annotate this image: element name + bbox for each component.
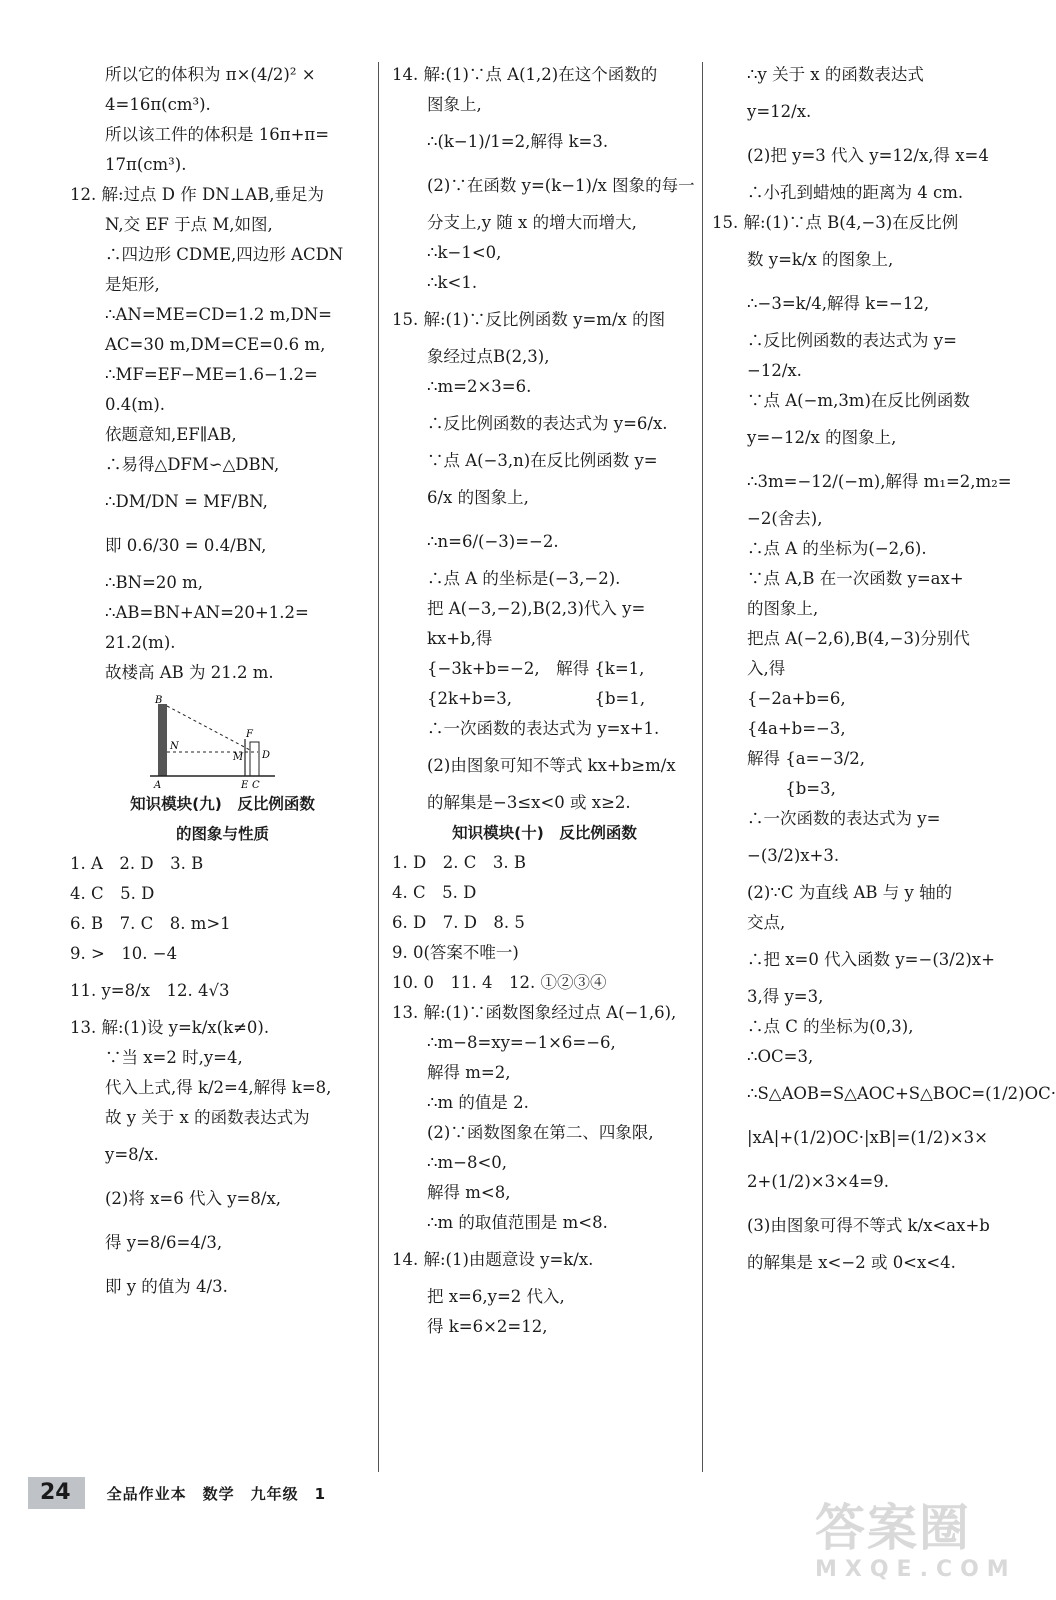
text-line: 把 A(−3,−2),B(2,3)代入 y= xyxy=(427,599,646,618)
text-line: ∴−3=k/4,解得 k=−12, xyxy=(747,294,930,313)
column-divider-right xyxy=(702,62,703,1472)
text-line: kx+b,得 xyxy=(427,629,493,648)
text-line: 即 0.6/30 = 0.4/BN, xyxy=(105,536,267,555)
text-line: −12/x. xyxy=(747,361,802,380)
text-line: ∴点 A 的坐标为(−2,6). xyxy=(747,539,927,558)
text-line: {−3k+b=−2, 解得 {k=1, xyxy=(427,659,645,678)
figure-label: A xyxy=(154,780,162,791)
answer-line: 9. 0(答案不唯一) xyxy=(392,943,519,962)
text-line: (2)把 y=3 代入 y=12/x,得 x=4 xyxy=(747,146,989,165)
text-line: ∴m 的值是 2. xyxy=(427,1093,529,1112)
answer-line: 9. > 10. −4 xyxy=(70,944,178,963)
answer-line: 4. C 5. D xyxy=(392,883,477,902)
text-line: ∴四边形 CDME,四边形 ACDN xyxy=(105,245,344,264)
text-line: ∴m−8<0, xyxy=(427,1153,508,1172)
section-heading-9: 知识模块(九) 反比例函数 xyxy=(130,795,315,813)
person-shape xyxy=(250,742,259,776)
answer-line: 1. D 2. C 3. B xyxy=(392,853,526,872)
text-line: ∴y 关于 x 的函数表达式 xyxy=(747,65,924,84)
answer-line: 10. 0 11. 4 12. ①②③④ xyxy=(392,973,607,992)
text-line: 是矩形, xyxy=(105,275,160,294)
text-line: 14. 解:(1)∵点 A(1,2)在这个函数的 xyxy=(392,65,658,84)
sight-line xyxy=(167,706,250,750)
figure-label: N xyxy=(170,741,179,752)
column-1 xyxy=(70,60,375,1309)
text-line: ∵点 A(−m,3m)在反比例函数 xyxy=(747,391,970,410)
text-line: ∴AN=ME=CD=1.2 m,DN= xyxy=(105,305,332,324)
column-2 xyxy=(392,60,697,1342)
text-line: ∴3m=−12/(−m),解得 m₁=2,m₂= xyxy=(747,472,1012,491)
building-figure xyxy=(150,694,280,789)
text-line: ∵点 A(−3,n)在反比例函数 y= xyxy=(427,451,658,470)
text-line: 的解集是−3≤x<0 或 x≥2. xyxy=(427,793,631,812)
text-line: 所以它的体积为 π×(4/2)² × xyxy=(105,65,316,84)
text-line: 的图象上, xyxy=(747,599,819,618)
figure-label: D xyxy=(262,750,271,761)
text-line: {4a+b=−3, xyxy=(747,719,846,738)
text-line: ∴点 C 的坐标为(0,3), xyxy=(747,1017,914,1036)
text-line: 得 y=8/6=4/3, xyxy=(105,1233,223,1252)
text-line: 得 k=6×2=12, xyxy=(427,1317,548,1336)
text-line: 把 x=6,y=2 代入, xyxy=(427,1287,565,1306)
text-line: 分支上,y 随 x 的增大而增大, xyxy=(427,213,637,232)
figure-label: E xyxy=(241,780,249,791)
text-line: {b=3, xyxy=(747,779,836,798)
text-line: y=8/x. xyxy=(105,1145,159,1164)
text-line: 3,得 y=3, xyxy=(747,987,824,1006)
answer-line: 6. B 7. C 8. m>1 xyxy=(70,914,231,933)
text-line: ∴一次函数的表达式为 y= xyxy=(747,809,941,828)
text-line: (2)由图象可知不等式 kx+b≥m/x xyxy=(427,756,676,775)
text-line: y=12/x. xyxy=(747,102,812,121)
answer-line: 1. A 2. D 3. B xyxy=(70,854,204,873)
text-line: 0.4(m). xyxy=(105,395,166,414)
text-line: ∴易得△DFM∽△DBN, xyxy=(105,455,280,474)
watermark-text: 答案圈 xyxy=(815,1499,971,1557)
answer-line: 11. y=8/x 12. 4√3 xyxy=(70,981,230,1000)
text-line: 把点 A(−2,6),B(4,−3)分别代 xyxy=(747,629,970,648)
text-line: 14. 解:(1)由题意设 y=k/x. xyxy=(392,1250,594,1269)
text-line: ∴OC=3, xyxy=(747,1047,814,1066)
text-line: ∴m−8=xy=−1×6=−6, xyxy=(427,1033,616,1052)
text-line: ∴点 A 的坐标是(−3,−2). xyxy=(427,569,621,588)
text-line: ∴n=6/(−3)=−2. xyxy=(427,532,559,551)
text-line: ∴把 x=0 代入函数 y=−(3/2)x+ xyxy=(747,950,995,969)
text-line: N,交 EF 于点 M,如图, xyxy=(105,215,273,234)
text-line: 故楼高 AB 为 21.2 m. xyxy=(105,663,274,682)
text-line: ∴S△AOB=S△AOC+S△BOC=(1/2)OC· xyxy=(747,1084,1056,1103)
column-divider-left xyxy=(378,62,379,1472)
page-number: 24 xyxy=(28,1477,85,1509)
text-line: −(3/2)x+3. xyxy=(747,846,840,865)
text-line: |xA|+(1/2)OC·|xB|=(1/2)×3× xyxy=(747,1128,988,1147)
text-line: 图象上, xyxy=(427,95,482,114)
text-line: 所以该工件的体积是 16π+π= xyxy=(105,125,330,144)
text-line: 13. 解:(1)∵函数图象经过点 A(−1,6), xyxy=(392,1003,677,1022)
text-line: {2k+b=3, {b=1, xyxy=(427,689,646,708)
text-line: 象经过点B(2,3), xyxy=(427,347,550,366)
figure-label: B xyxy=(155,695,163,706)
text-line: ∴AB=BN+AN=20+1.2= xyxy=(105,603,309,622)
text-line: (2)∵函数图象在第二、四象限, xyxy=(427,1123,654,1142)
text-line: 依题意知,EF∥AB, xyxy=(105,425,237,444)
text-line: y=−12/x 的图象上, xyxy=(747,428,897,447)
text-line: 交点, xyxy=(747,913,786,932)
answer-line: 6. D 7. D 8. 5 xyxy=(392,913,525,932)
text-line: ∵当 x=2 时,y=4, xyxy=(105,1048,243,1067)
text-line: 2+(1/2)×3×4=9. xyxy=(747,1172,889,1191)
text-line: 入,得 xyxy=(747,659,786,678)
watermark xyxy=(815,1500,1025,1595)
text-line: ∴一次函数的表达式为 y=x+1. xyxy=(427,719,660,738)
watermark-url: MXQE.COM xyxy=(815,1557,1017,1582)
text-line: 解得 m=2, xyxy=(427,1063,511,1082)
text-line: ∴m=2×3=6. xyxy=(427,377,532,396)
text-line: 的解集是 x<−2 或 0<x<4. xyxy=(747,1253,956,1272)
book-title: 全品作业本 数学 九年级 1 xyxy=(106,1484,327,1503)
text-line: 13. 解:(1)设 y=k/x(k≠0). xyxy=(70,1018,270,1037)
text-line: (2)将 x=6 代入 y=8/x, xyxy=(105,1189,281,1208)
text-line: ∵点 A,B 在一次函数 y=ax+ xyxy=(747,569,964,588)
text-line: ∴反比例函数的表达式为 y= xyxy=(747,331,957,350)
text-line: ∴k−1<0, xyxy=(427,243,502,262)
text-line: 6/x 的图象上, xyxy=(427,488,529,507)
section-heading-10: 知识模块(十) 反比例函数 xyxy=(452,824,637,842)
text-line: 即 y 的值为 4/3. xyxy=(105,1277,228,1296)
figure-label: M xyxy=(233,752,244,763)
text-line: (2)∵在函数 y=(k−1)/x 图象的每一 xyxy=(427,176,695,195)
text-line: (2)∵C 为直线 AB 与 y 轴的 xyxy=(747,883,953,902)
section-heading-9-sub: 的图象与性质 xyxy=(175,825,269,843)
text-line: 4=16π(cm³). xyxy=(105,95,211,114)
text-line: ∴BN=20 m, xyxy=(105,573,204,592)
text-line: ∴小孔到蜡烛的距离为 4 cm. xyxy=(747,183,964,202)
text-line: 数 y=k/x 的图象上, xyxy=(747,250,894,269)
text-line: 12. 解:过点 D 作 DN⊥AB,垂足为 xyxy=(70,185,324,204)
text-line: ∴k<1. xyxy=(427,273,478,292)
figure-label: C xyxy=(252,780,260,791)
text-line: 15. 解:(1)∵点 B(4,−3)在反比例 xyxy=(712,213,959,232)
text-line: ∴MF=EF−ME=1.6−1.2= xyxy=(105,365,318,384)
text-line: ∴反比例函数的表达式为 y=6/x. xyxy=(427,414,668,433)
text-line: 解得 m<8, xyxy=(427,1183,511,1202)
text-line: {−2a+b=6, xyxy=(747,689,846,708)
text-line: (3)由图象可得不等式 k/x<ax+b xyxy=(747,1216,990,1235)
figure-label: F xyxy=(246,729,253,740)
text-line: AC=30 m,DM=CE=0.6 m, xyxy=(105,335,326,354)
page-footer xyxy=(28,1475,478,1511)
text-line: ∴m 的取值范围是 m<8. xyxy=(427,1213,608,1232)
text-line: 代入上式,得 k/2=4,解得 k=8, xyxy=(105,1078,332,1097)
text-line: 15. 解:(1)∵反比例函数 y=m/x 的图 xyxy=(392,310,666,329)
text-line: ∴DM/DN = MF/BN, xyxy=(105,492,268,511)
answer-line: 4. C 5. D xyxy=(70,884,155,903)
building-shape xyxy=(158,704,167,776)
text-line: 17π(cm³). xyxy=(105,155,187,174)
text-line: 故 y 关于 x 的函数表达式为 xyxy=(105,1108,310,1127)
text-line: ∴(k−1)/1=2,解得 k=3. xyxy=(427,132,609,151)
column-3 xyxy=(712,60,1056,1278)
text-line: −2(舍去), xyxy=(747,509,823,528)
text-line: 21.2(m). xyxy=(105,633,176,652)
text-line: 解得 {a=−3/2, xyxy=(747,749,866,768)
